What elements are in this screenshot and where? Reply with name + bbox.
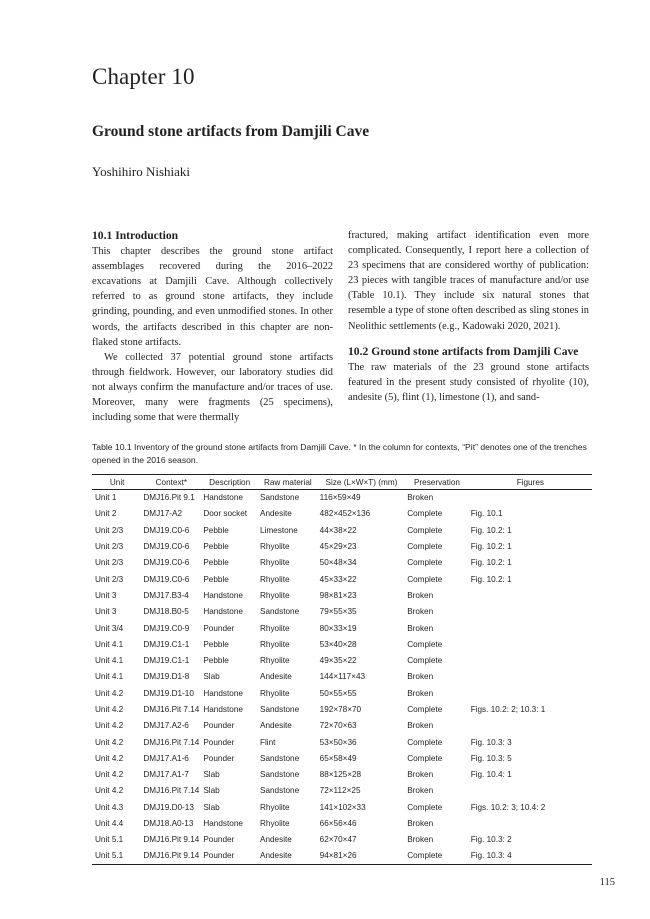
- cell-raw-material: Limestone: [259, 525, 298, 535]
- cell-unit: Unit 3/4: [95, 623, 124, 633]
- cell-description: Handstone: [203, 590, 243, 600]
- table-caption: Table 10.1 Inventory of the ground stone artifacts from Damjili Cave. * In the column for contexts, “Pit” denotes one of the trenches opened in the 2016 season.: [92, 442, 587, 465]
- header-context: Context*: [155, 477, 188, 487]
- table-row: [92, 734, 592, 750]
- cell-preservation: Broken: [407, 721, 434, 731]
- cell-unit: Unit 4.2: [95, 705, 124, 714]
- cell-context: DMJ16.Pit 9.14: [143, 851, 200, 861]
- cell-preservation: Complete: [407, 558, 443, 568]
- cell-context: DMJ19.C0-6: [143, 525, 190, 535]
- cell-raw-material: Andesite: [259, 672, 292, 682]
- page-number: 115: [599, 877, 615, 888]
- cell-unit: Unit 4.2: [95, 786, 124, 796]
- section-heading-ground-stone: 10.2 Ground stone artifacts from Damjili Cave: [348, 344, 579, 358]
- header-unit: Unit: [109, 477, 125, 487]
- cell-preservation: Complete: [407, 542, 443, 552]
- cell-unit: Unit 4.2: [95, 753, 124, 763]
- cell-context: DMJ16.Pit 7.14: [143, 786, 200, 796]
- cell-context: DMJ17.A2-6: [143, 721, 189, 731]
- cell-preservation: Broken: [407, 493, 434, 503]
- cell-unit: Unit 4.1: [95, 639, 124, 649]
- cell-preservation: Broken: [407, 623, 434, 633]
- table-row: [92, 848, 592, 864]
- cell-preservation: Complete: [407, 802, 443, 812]
- cell-size: 141×102×33: [319, 802, 366, 812]
- cell-context: DMJ19.C1-1: [143, 639, 190, 649]
- cell-context: DMJ16.Pit 9.1: [143, 493, 195, 503]
- cell-size: 72×70×63: [319, 721, 357, 731]
- cell-unit: Unit 4.4: [95, 819, 124, 829]
- cell-raw-material: Sandstone: [259, 770, 300, 780]
- cell-unit: Unit 4.2: [95, 737, 124, 747]
- cell-figures: Fig. 10.4: 1: [470, 770, 512, 780]
- cell-preservation: Broken: [407, 786, 434, 796]
- cell-size: 116×59×49: [319, 493, 361, 503]
- cell-figures: [469, 718, 592, 734]
- cell-description: Pounder: [203, 623, 235, 633]
- cell-context: DMJ19.D1-10: [143, 688, 194, 698]
- cell-preservation: Complete: [407, 574, 443, 584]
- cell-size: 44×38×22: [319, 525, 357, 535]
- cell-figures: Fig. 10.3: 5: [470, 753, 512, 763]
- cell-description: Pounder: [203, 835, 235, 845]
- cell-unit: Unit 1: [95, 493, 117, 503]
- cell-unit: Unit 2/3: [95, 525, 124, 535]
- cell-figures: [469, 587, 592, 603]
- cell-context: DMJ18.A0-13: [143, 819, 194, 829]
- cell-size: 45×29×23: [319, 542, 357, 552]
- inventory-table: [92, 474, 592, 865]
- cell-unit: Unit 2/3: [95, 542, 124, 552]
- cell-preservation: Complete: [407, 737, 443, 747]
- cell-unit: Unit 5.1: [95, 851, 124, 861]
- cell-size: 66×56×46: [319, 819, 357, 829]
- cell-raw-material: Andesite: [259, 851, 292, 861]
- table-row: [92, 571, 592, 587]
- table-row: [92, 620, 592, 636]
- cell-unit: Unit 4.1: [95, 656, 124, 666]
- cell-figures: Fig. 10.1: [470, 509, 503, 519]
- cell-raw-material: Andesite: [259, 509, 292, 519]
- table-row: [92, 750, 592, 766]
- cell-raw-material: Andesite: [259, 835, 292, 845]
- cell-size: 50×55×55: [319, 688, 357, 698]
- cell-context: DMJ19.C0-6: [143, 558, 190, 568]
- cell-unit: Unit 3: [95, 590, 117, 600]
- table-row: [92, 490, 592, 506]
- text-column-right: [348, 228, 589, 405]
- section-heading-introduction: 10.1 Introduction: [92, 229, 179, 242]
- header-raw-material: Raw material: [263, 477, 312, 487]
- table-row: [92, 815, 592, 831]
- table-row: [92, 685, 592, 701]
- cell-description: Handstone: [203, 705, 243, 714]
- cell-preservation: Broken: [407, 607, 434, 617]
- cell-unit: Unit 2/3: [95, 558, 124, 568]
- cell-figures: Fig. 10.2: 1: [470, 525, 512, 535]
- cell-raw-material: Sandstone: [259, 607, 300, 617]
- cell-unit: Unit 4.2: [95, 770, 124, 780]
- cell-context: DMJ19.C1-1: [143, 656, 190, 666]
- cell-description: Slab: [203, 770, 220, 780]
- cell-context: DMJ17.A1-6: [143, 753, 189, 763]
- cell-figures: [469, 685, 592, 701]
- chapter-title: Ground stone artifacts from Damjili Cave: [92, 123, 370, 140]
- table-row: [92, 604, 592, 620]
- cell-description: Pounder: [203, 737, 235, 747]
- cell-context: DMJ16.Pit 7.14: [143, 705, 200, 714]
- cell-context: DMJ17-A2: [143, 509, 183, 519]
- cell-raw-material: Andesite: [259, 721, 292, 731]
- cell-raw-material: Rhyolite: [259, 688, 290, 698]
- cell-size: 94×81×26: [319, 851, 357, 861]
- cell-raw-material: Rhyolite: [259, 623, 290, 633]
- cell-context: DMJ19.C0-9: [143, 623, 190, 633]
- cell-description: Slab: [203, 802, 220, 812]
- cell-raw-material: Rhyolite: [259, 639, 290, 649]
- cell-context: DMJ19.D1-8: [143, 672, 190, 682]
- cell-unit: Unit 4.1: [95, 672, 124, 682]
- header-description: Description: [209, 477, 251, 487]
- cell-preservation: Broken: [407, 672, 434, 682]
- table-body: [92, 490, 592, 865]
- header-preservation: Preservation: [413, 477, 460, 487]
- cell-preservation: Complete: [407, 851, 443, 861]
- header-size: Size (L×W×T) (mm): [325, 477, 398, 487]
- header-figures: Figures: [516, 477, 544, 487]
- cell-description: Pebble: [203, 574, 229, 584]
- cell-size: 62×70×47: [319, 835, 357, 845]
- table-row: [92, 538, 592, 554]
- table-row: [92, 587, 592, 603]
- cell-preservation: Complete: [407, 509, 443, 519]
- cell-context: DMJ19.C0-6: [143, 574, 190, 584]
- cell-description: Pebble: [203, 656, 229, 666]
- cell-preservation: Broken: [407, 819, 434, 829]
- table-row: [92, 522, 592, 538]
- cell-preservation: Broken: [407, 688, 434, 698]
- cell-description: Pounder: [203, 753, 235, 763]
- intro-paragraph-2-continued: fractured, making artifact identification even more complicated. Consequently, I report here a collection of 23 specimens that are considered worthy of publication: 23 pieces with tangible traces of manufacture and/or use (Table 10.1). They include six natural stones that resemble a type of stone often described as sling stones in Neolithic settlements (e.g., Kadowaki 2020, 2021).: [348, 230, 589, 332]
- cell-size: 49×35×22: [319, 656, 357, 666]
- cell-preservation: Broken: [407, 770, 434, 780]
- cell-context: DMJ19.C0-6: [143, 542, 190, 552]
- cell-size: 50×48×34: [319, 558, 357, 568]
- table-row: [92, 506, 592, 522]
- cell-raw-material: Sandstone: [259, 753, 300, 763]
- cell-context: DMJ16.Pit 7.14: [143, 737, 200, 747]
- table-row: [92, 718, 592, 734]
- cell-description: Pebble: [203, 558, 229, 568]
- intro-paragraph-2: We collected 37 potential ground stone artifacts through fieldwork. However, our laboratory studies did not always confirm the manufacture and/or traces of use. Moreover, many were fragments (25 specimens), including some that were thermally: [92, 351, 333, 424]
- cell-raw-material: Rhyolite: [259, 802, 290, 812]
- cell-raw-material: Rhyolite: [259, 590, 290, 600]
- cell-raw-material: Sandstone: [259, 493, 300, 503]
- cell-size: 88×125×28: [319, 770, 362, 780]
- cell-description: Handstone: [203, 493, 243, 503]
- cell-figures: [469, 490, 592, 506]
- cell-figures: Figs. 10.2: 2; 10.3: 1: [470, 705, 546, 714]
- cell-size: 192×78×70: [319, 705, 362, 714]
- cell-unit: Unit 5.1: [95, 835, 124, 845]
- cell-context: DMJ19.D0-13: [143, 802, 194, 812]
- cell-raw-material: Rhyolite: [259, 819, 290, 829]
- cell-description: Handstone: [203, 607, 243, 617]
- cell-context: DMJ16.Pit 9.14: [143, 835, 200, 845]
- cell-description: Pounder: [203, 851, 235, 861]
- cell-figures: Fig. 10.3: 4: [470, 851, 512, 861]
- cell-description: Pebble: [203, 639, 229, 649]
- table-row: [92, 767, 592, 783]
- cell-size: 53×40×28: [319, 639, 357, 649]
- cell-size: 53×50×36: [319, 737, 357, 747]
- cell-figures: [469, 783, 592, 799]
- chapter-author: Yoshihiro Nishiaki: [92, 164, 191, 179]
- cell-raw-material: Rhyolite: [259, 558, 290, 568]
- cell-description: Slab: [203, 786, 220, 796]
- cell-preservation: Complete: [407, 656, 443, 666]
- cell-description: Slab: [203, 672, 220, 682]
- cell-preservation: Complete: [407, 753, 443, 763]
- cell-raw-material: Rhyolite: [259, 574, 290, 584]
- section2-paragraph-1: The raw materials of the 23 ground stone artifacts featured in the present study consisted of rhyolite (10), andesite (5), flint (1), limestone (1), and sand-: [348, 361, 589, 403]
- cell-preservation: Broken: [407, 835, 434, 845]
- cell-figures: Fig. 10.2: 1: [470, 542, 512, 552]
- cell-size: 482×452×136: [319, 509, 371, 519]
- table-row: [92, 669, 592, 685]
- cell-figures: [469, 652, 592, 668]
- table-row: [92, 783, 592, 799]
- cell-description: Handstone: [203, 819, 243, 829]
- chapter-label: Chapter 10: [92, 64, 195, 89]
- cell-raw-material: Sandstone: [259, 705, 300, 714]
- cell-raw-material: Rhyolite: [259, 656, 290, 666]
- cell-figures: Fig. 10.2: 1: [470, 558, 512, 568]
- cell-unit: Unit 4.2: [95, 688, 124, 698]
- cell-figures: [469, 669, 592, 685]
- cell-figures: Fig. 10.3: 2: [470, 835, 512, 845]
- cell-description: Pebble: [203, 542, 229, 552]
- cell-preservation: Complete: [407, 525, 443, 535]
- cell-unit: Unit 4.3: [95, 802, 124, 812]
- cell-preservation: Broken: [407, 590, 434, 600]
- table-row: [92, 555, 592, 571]
- cell-size: 80×33×19: [319, 623, 357, 633]
- intro-paragraph-1: This chapter describes the ground stone artifact assemblages recovered during the 2016–2022 excavations at Damjili Cave. Although collectively referred to as ground stone artifacts, they include grinding, pounding, and even unmodified stones. In other words, the artifacts described in this chapter are non-flaked stone artifacts.: [92, 246, 333, 348]
- cell-figures: [469, 636, 592, 652]
- cell-unit: Unit 3: [95, 607, 117, 617]
- cell-size: 45×33×22: [319, 574, 357, 584]
- cell-raw-material: Rhyolite: [259, 542, 290, 552]
- cell-figures: Fig. 10.3: 3: [470, 737, 512, 747]
- cell-description: Pebble: [203, 525, 229, 535]
- cell-size: 98×81×23: [319, 590, 357, 600]
- cell-figures: [469, 620, 592, 636]
- text-column-left: [92, 228, 333, 425]
- table-header-row: [92, 475, 592, 490]
- cell-raw-material: Sandstone: [259, 786, 300, 796]
- table-header: [92, 475, 592, 490]
- cell-figures: [469, 604, 592, 620]
- cell-figures: [469, 815, 592, 831]
- table-row: [92, 652, 592, 668]
- cell-unit: Unit 2/3: [95, 574, 124, 584]
- cell-context: DMJ17.B3-4: [143, 590, 189, 600]
- cell-size: 79×55×35: [319, 607, 357, 617]
- cell-figures: Fig. 10.2: 1: [470, 574, 512, 584]
- cell-context: DMJ18.B0-5: [143, 607, 189, 617]
- table-row: [92, 701, 592, 717]
- cell-figures: Figs. 10.2: 3; 10.4: 2: [470, 802, 546, 812]
- cell-size: 72×112×25: [319, 786, 361, 796]
- table-row: [92, 799, 592, 815]
- table-row: [92, 832, 592, 848]
- cell-size: 144×117×43: [319, 672, 366, 682]
- cell-unit: Unit 2: [95, 509, 117, 519]
- cell-description: Door socket: [203, 509, 248, 519]
- cell-description: Handstone: [203, 688, 243, 698]
- cell-context: DMJ17.A1-7: [143, 770, 189, 780]
- cell-unit: Unit 4.2: [95, 721, 124, 731]
- cell-preservation: Complete: [407, 705, 443, 714]
- cell-raw-material: Flint: [259, 737, 276, 747]
- cell-size: 65×58×49: [319, 753, 357, 763]
- cell-description: Pounder: [203, 721, 235, 731]
- cell-preservation: Complete: [407, 639, 443, 649]
- table-row: [92, 636, 592, 652]
